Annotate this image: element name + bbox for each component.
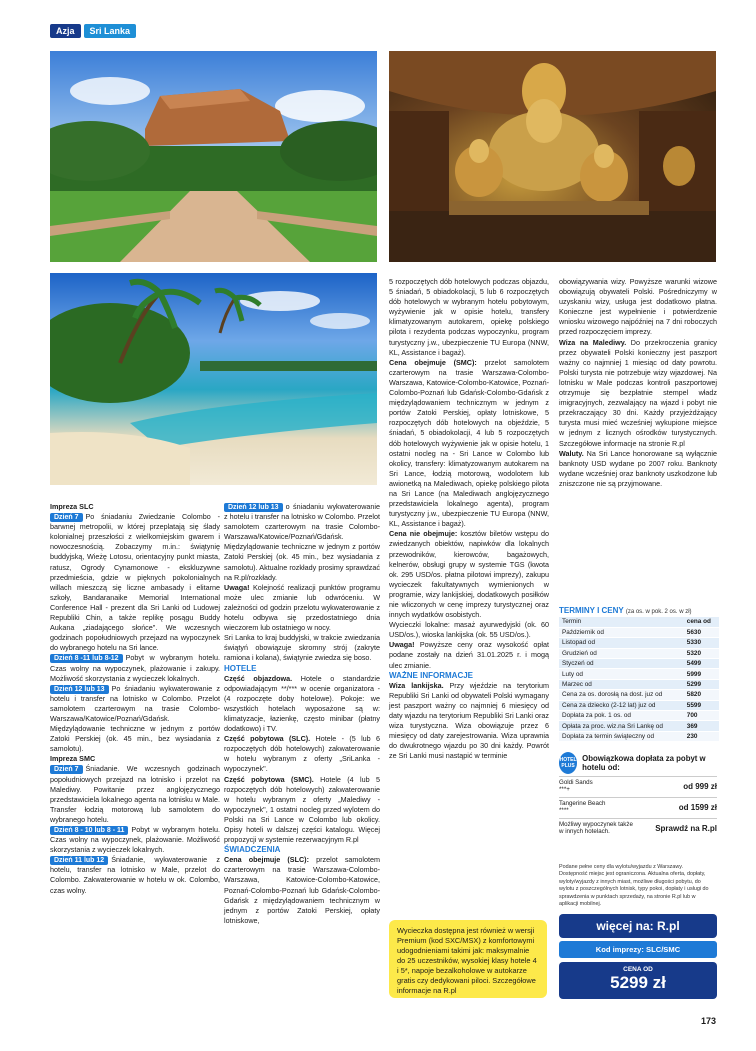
section-heading: Impreza SMC xyxy=(50,754,96,764)
term-cell: Październik od xyxy=(559,627,684,637)
table-row xyxy=(559,648,719,658)
paragraph: Hotele (4 lub 5 rozpoczętych dób hotelowych) zakwaterowanie w hotelu wybranym z oferty „Malediwy - wypoczynek", 1 ostatni nocleg przed wylotem do Polski na Sri Lance w Colombo lub okolicy. Opisy hoteli w dalszej części katalogu. Więcej propozycji w systemie rezerwacyjnym R.pl xyxy=(224,774,380,845)
premium-info-box: Wycieczka dostępna jest również w wersji Premium (kod SXC/MSX) z komfortowymi udogodnieniami takimi jak: maksymalnie do 25 uczestników, wysokiej klasy hotele 4 i 5*, napoje bezalkoholowe w autokarze gratis czy dedykowani piloci. Szczegółowe informacje na R.pl xyxy=(389,920,547,998)
hotel-row[interactable] xyxy=(559,797,717,816)
itinerary-column-b xyxy=(224,502,380,926)
fine-print: Podane pełne ceny dla wylotu/wyjazdu z Warszawy. Dostępność miejsc jest ograniczona. Aktualna oferta, dopłaty, wyloty/wyjazdy z innych miast, możliwe długości pobytu, do wylotu z poszczególnych lotnisk, typy pokoi, dopłaty i usługi do sprawdzenia w punktach sprzedaży, na stronie R.pl lub w aplikacji mobilnej. xyxy=(559,864,709,908)
hotel-price: od 1599 zł xyxy=(678,802,717,812)
paragraph: kosztów biletów wstępu do zwiedzanych obiektów, napiwków dla lokalnych przewodników, kierowców, bagażowych, kelnerów, obsługi grupy w systemie TGS (kwota ok. 295 USD/os. płatna pilotowi imprezy), zakupu wycieczek fakultatywnych wymienionych w programie, wizy lankijskiej, dodatkowych posiłków nie wliczonych w cenę imprezy turystycznej oraz innych wydatków osobistych. xyxy=(389,529,549,620)
price-table xyxy=(559,617,719,742)
paragraph: Pobyt w wybranym hotelu. Czas wolny na wypoczynek, plażowanie i zakupy. Możliwość skorzystania z wycieczek lokalnych. xyxy=(50,653,220,683)
table-row xyxy=(559,669,719,679)
paragraph: o śniadaniu wykwaterowanie z hotelu i transfer na lotnisko w Colombo. Przelot samolotem czarterowym na trasie Colombo-Warszawa/Katowice/Poznań/Gdańsk. Międzylądowanie techniczne w jednym z portów Zatoki Perskiej (ok. 45 min., bez wysiadania z samolotu). Aktualne rozkłady prosimy sprawdzać na R.pl/rozkłady. xyxy=(224,502,380,582)
term-cell: Cena za os. dorosłą na dost. juz od xyxy=(559,690,684,700)
price-cell: 369 xyxy=(684,721,719,731)
price-cell: 5330 xyxy=(684,638,719,648)
paragraph: Śniadanie, wykwaterowanie z hotelu, transfer na lotnisko w Male, przelot do Colombo. Zakwaterowanie w hotelu w ok. Colombo, czas wolny. xyxy=(50,855,220,895)
price-cell: 5499 xyxy=(684,659,719,669)
price-cell: 5599 xyxy=(684,700,719,710)
photo-sigiriya-rock xyxy=(50,51,377,262)
more-info-button[interactable]: więcej na: R.pl xyxy=(559,914,717,938)
hotel-plus-title: Obowiązkowa dopłata za pobyt w hotelu od: xyxy=(582,754,706,772)
term-cell: Dopłata za pok. 1 os. od xyxy=(559,711,684,721)
paragraph: Śniadanie. We wczesnych godzinach popołudniowych przejazd na lotnisko i przelot na Malediwy. Powitanie przez anglojęzycznego przedstawiciela lokalnego agenta na lotnisku w Male. Transfer łodzią motorową lub samolotem do wybranego hotelu. xyxy=(50,764,220,824)
label: Cena obejmuje (SMC): xyxy=(389,357,477,367)
day-badge: Dzień 7 xyxy=(50,513,83,522)
terms-title xyxy=(559,606,719,615)
breadcrumb xyxy=(50,24,136,38)
price-cell: 5320 xyxy=(684,648,719,658)
term-cell: Listopad od xyxy=(559,638,684,648)
day-badge: Dzień 12 lub 13 xyxy=(50,685,109,694)
term-cell: Marzec od xyxy=(559,679,684,689)
price-cell: 5630 xyxy=(684,627,719,637)
paragraph: Po śniadaniu Zwiedzanie Colombo - barwnej metropolii, w której przeplatają się ślady kolonialnej przeszłości z wielkomiejskim gwarem i nowoczesnością. Zobaczymy m.in.: świątynię buddyjską, Wieżę Lotosu, orientacyjny punkt miasta, ratusz, Ogrody Cynamonowe - ekskluzywne przedmieścia, gdzie w pięknych pokolonialnych willach mieszczą się liczne ambasady i elitarne szkoły, Bandaranaike Memorial International Conference Hall - prezent dla Sri Lanki od Ludowej Republiki Chin, a także replikę posągu Buddy Aukana „ziadającego słońce". We wczesnych godzinach popołudniowych przejazd na wypoczynek do wybranego hotelu na Sri lance. xyxy=(50,512,220,653)
price-cell: 230 xyxy=(684,731,719,741)
hotel-name: Tangerine Beach xyxy=(559,800,606,807)
hotel-price: od 999 zł xyxy=(683,781,717,791)
section-title-services: ŚWIADCZENIA xyxy=(224,845,281,855)
hotel-plus-header xyxy=(559,752,717,774)
info-column-c xyxy=(389,277,549,762)
price-cell: 5299 xyxy=(684,679,719,689)
hotel-plus-box xyxy=(559,752,717,858)
price-value: 5299 zł xyxy=(610,973,666,992)
paragraph: Sri Lanka to kraj buddyjski, w trakcie zwiedzania świątyń obowiązuje skromny strój (zakryte ramiona i kolana), świątynie zwiedza się boso. xyxy=(224,633,380,663)
hotel-stars: ***+ xyxy=(559,786,570,793)
paragraph: przelot samolotem czarterowym na trasie Warszawa-Colombo-Warszawa, Katowice-Colombo-Katowice, Poznań-Colombo-Poznań lub Gdańsk-Colombo-Gdańsk z międzylądowaniem technicznym w jednym z portów Zatoki Perskiej, opłaty lotniskowe, xyxy=(224,855,380,925)
table-row xyxy=(559,731,719,741)
price-cell: 5999 xyxy=(684,669,719,679)
table-row xyxy=(559,711,719,721)
hotel-note: Możliwy wypoczynek także w innych hotelach. xyxy=(559,821,633,835)
price-label: CENA OD xyxy=(623,966,653,973)
term-cell: Cena za dziecko (2-12 lat) juz od xyxy=(559,700,684,710)
paragraph: Pobyt w wybranym hotelu. Czas wolny na wypoczynek, plażowanie. Możliwość skorzystania z wycieczek lokalnych. xyxy=(50,825,220,855)
label: Część pobytowa (SLC). xyxy=(224,734,311,744)
table-header-row xyxy=(559,617,719,627)
table-row xyxy=(559,627,719,637)
breadcrumb-country[interactable]: Sri Lanka xyxy=(84,24,137,38)
paragraph: Na Sri Lance honorowane są wyłącznie banknoty USD wydane po 2007 roku. Banknoty wydane wcześniej oraz banknoty uszkodzone lub zniszczone nie są przyjmowane. xyxy=(559,448,718,488)
table-row xyxy=(559,721,719,731)
hotel-row[interactable] xyxy=(559,818,717,837)
label: Waluty. xyxy=(559,448,584,458)
price-cell: 700 xyxy=(684,711,719,721)
terms-and-prices xyxy=(559,606,719,742)
term-cell: Opłata za proc. wiz.na Sri Lankę od xyxy=(559,721,684,731)
table-row xyxy=(559,700,719,710)
table-row xyxy=(559,679,719,689)
day-badge: Dzień 12 lub 13 xyxy=(224,503,283,512)
price-cell: 5820 xyxy=(684,690,719,700)
section-heading: Impreza SLC xyxy=(50,502,94,511)
hotel-price-link[interactable]: Sprawdź na R.pl xyxy=(655,823,717,833)
paragraph: Kolejność realizacji punktów programu może ulec zmianie lub odwróceniu. W zależności od godzin przelotu wykwaterowanie z hotelu odbywa się przedostatniego dnia wieczorem lub ostatniego w nocy. xyxy=(224,582,380,633)
paragraph: 5 rozpoczętych dób hotelowych podczas objazdu, 5 śniadań, 5 obiadokolacji, 5 lub 6 rozpoczętych dób hotelowych w wybranym hotelu pobytowym, wyżywienie jak w opisie hotelu, transfery klimatyzowanym autokarem, opiekę polskiego pilota i rezydenta podczas wypoczynku, program turystyczny j.w., ubezpieczenie TU Europa (NNW, KL, Assistance i bagaż). xyxy=(389,277,549,357)
photo-tropical-beach xyxy=(50,273,377,485)
terms-subtitle: (za os. w pok. 2 os. w zł) xyxy=(625,609,692,615)
label: Cena nie obejmuje: xyxy=(389,529,458,539)
photo-buddha-cave-temple xyxy=(389,51,716,262)
header-cell: cena od xyxy=(684,617,719,627)
section-title-important-info: WAŻNE INFORMACJE xyxy=(389,670,473,680)
day-badge: Dzień 8 -11 lub 8-12 xyxy=(50,654,123,663)
table-row xyxy=(559,638,719,648)
paragraph: obowiązywania wizy. Powyższe warunki wizowe obowiązują obywateli Polski. Pośredniczymy w uzyskaniu wizy, usługa jest dodatkowo płatna. Konieczne jest wypełnienie i potwierdzenie wniosku wizowego najpóźniej na 7 dni roboczych przed rozpoczęciem imprezy. xyxy=(559,277,717,337)
paragraph: Przy wjeździe na terytorium Republiki Sri Lanki od obywateli Polski wymagany jest paszport ważny co najmniej 6 miesięcy od daty wjazdu na terytorium Republiki Sri Lanki oraz wiza turystyczna. Wiza obowiązuje przez 6 miesięcy od daty zarejestrowania. Wiza uprawnia do dwukrotnego wjazdu po 30 dni każdy. Powrót ze Sri Lanki musi nastąpić w terminie xyxy=(389,680,549,761)
section-title-hotels: HOTELE xyxy=(224,663,257,673)
paragraph: Do przekroczenia granicy przez obywateli Polski konieczny jest paszport ważny co najmniej 1 miesiąc od daty powrotu. Polski turysta nie potrzebuje wizy wjazdowej. Na lotnisku w Male podczas kontroli paszportowej otrzymuje się bezpłatnie stempel władz imigracyjnych, zezwalający na wjazd i pobyt nie przekraczający 30 dni. Każdy przyjeżdżający turysta musi mieć wcześniej wykupione miejsce w jednym z licznych ośrodków turystycznych. Szczegółowe informacje na stronie R.pl xyxy=(559,337,718,448)
label: Cena obejmuje (SLC): xyxy=(224,855,309,865)
itinerary-column-a xyxy=(50,502,220,896)
term-cell: Luty od xyxy=(559,669,684,679)
header-cell: Termin xyxy=(559,617,684,627)
paragraph: Powyższe ceny oraz wysokość opłat podane zostały na dzień 31.01.2025 r. i mogą ulec zmianie. xyxy=(389,640,550,670)
paragraph: Hotele - (5 lub 6 rozpoczętych dób hotelowych) zakwaterowanie w hotelu wybranym z oferty „SriLanka - wypoczynek". xyxy=(224,734,380,774)
day-badge: Dzień 8 - 10 lub 8 - 11 xyxy=(50,826,128,835)
breadcrumb-region[interactable]: Azja xyxy=(50,24,81,38)
info-column-d xyxy=(559,277,717,489)
label: Wiza na Malediwy. xyxy=(559,337,627,347)
page-number: 173 xyxy=(701,1016,717,1026)
label: Część objazdowa. xyxy=(224,673,293,683)
day-badge: Dzień 11 lub 12 xyxy=(50,856,108,865)
day-badge: Dzień 7 xyxy=(50,765,83,774)
label: Wiza lankijska. xyxy=(389,680,444,690)
trip-code-badge: Kod imprezy: SLC/SMC xyxy=(559,941,717,958)
label: Uwaga! xyxy=(224,582,250,592)
label: Uwaga! xyxy=(389,640,415,650)
table-row xyxy=(559,659,719,669)
paragraph: Hotele o standardzie odpowiadającym **/*** w ocenie organizatora - (4 rozpoczęte doby hotelowe). Pokoje: we wszystkich hotelach wyposażone są w: klimatyzacje, łazienkę, często minibar (płatny dodatkowo) i TV. xyxy=(224,673,380,734)
hotel-stars: **** xyxy=(559,807,569,814)
terms-title-text: TERMINY I CENY xyxy=(559,606,624,615)
term-cell: Dopłata za termin świąteczny od xyxy=(559,731,684,741)
term-cell: Styczeń od xyxy=(559,659,684,669)
paragraph: przelot samolotem czarterowym na trasie Warszawa-Colombo-Warszawa, Katowice-Colombo-Katowice, Poznań-Colombo-Poznań lub Gdańsk-Colombo-Gdańsk z międzylądowaniem technicznym w jednym z portów Zatoki Perskiej, opłaty lotniskowe, 5 rozpoczętych dób hotelowych na objeździe, 5 śniadań, 5 obiadokolacji, 4 lub 5 rozpoczętych dób hotelowych wyżywienie jak w opisie hotelu, 1 ostatni nocleg na - Sri Lance w Colombo lub okolicy, transfery: klimatyzowanym autokarem na Sri Lance, łodzią motorową, wodolotem lub awionetką na Malediwach, opiekę polskiego pilota na Sri Lance (na Malediwach anglojęzycznego przedstawiciela lokalnego agenta), program turystyczny j.w., ubezpieczenie TU Europa (NNW, KL, Assistance i bagaż). xyxy=(389,357,549,529)
hotel-name: Goldi Sands xyxy=(559,779,593,786)
table-row xyxy=(559,690,719,700)
paragraph: Po śniadaniu wykwaterowanie z hotelu i transfer na lotnisko w Colombo. Przelot samolotem czarterowym na trasie Colombo-Warszawa/Katowice/Poznań/Gdańsk. Międzylądowanie techniczne w jednym z portów Zatoki Perskiej (ok. 45 min., bez wysiadania z samolotu). xyxy=(50,683,220,754)
label: Część pobytowa (SMC). xyxy=(224,774,314,784)
paragraph: Wycieczki lokalne: masaż ayurwedyjski (ok. 60 USD/os.), wioska lankijska (ok. 55 USD/os.). xyxy=(389,620,549,640)
hotel-plus-icon: HOTEL PLUS xyxy=(559,752,577,774)
price-box xyxy=(559,962,717,999)
term-cell: Grudzień od xyxy=(559,648,684,658)
hotel-row[interactable] xyxy=(559,776,717,795)
